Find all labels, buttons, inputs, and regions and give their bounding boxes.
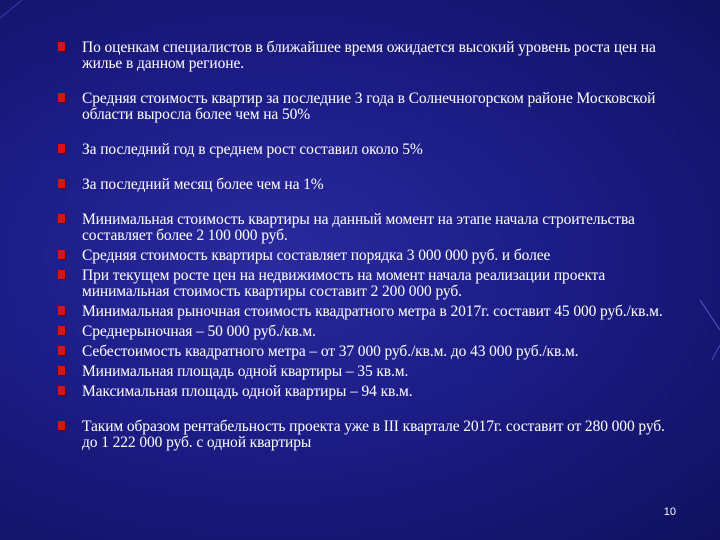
square-bullet-icon [58, 386, 65, 395]
bullet-list [58, 40, 678, 451]
bullet-text: Себестоимость квадратного метра – от 37 000 руб./кв.м. до 43 000 руб./кв.м. [82, 343, 579, 360]
page-number: 10 [663, 506, 676, 518]
square-bullet-icon [58, 214, 65, 223]
bullet-item-price-growth-forecast [58, 40, 678, 72]
square-bullet-icon [58, 326, 65, 335]
deco-line-right-2 [712, 345, 720, 360]
bullet-text: Минимальная рыночная стоимость квадратного метра в 2017г. составит 45 000 руб./кв.м. [82, 303, 663, 320]
bullet-item-profitability [58, 419, 678, 451]
bullet-text: Минимальная стоимость квартиры на данный момент на этапе начала строительства составляет более 2 100 000 руб. [82, 211, 635, 244]
bullet-text: По оценкам специалистов в ближайшее время ожидается высокий уровень роста цен на жилье в данном регионе. [82, 39, 656, 72]
bullet-item-avg-apartment-cost [58, 248, 678, 264]
bullet-text: При текущем росте цен на недвижимость на момент начала реализации проекта минимальная стоимость квартиры составит 2 200 000 руб. [82, 267, 606, 300]
bullet-item-monthly-growth [58, 177, 678, 193]
bullet-text: Среднерыночная – 50 000 руб./кв.м. [82, 323, 316, 340]
bullet-item-sqm-cost-price [58, 344, 678, 360]
square-bullet-icon [58, 366, 65, 375]
bullet-item-annual-growth [58, 142, 678, 158]
bullet-text: Максимальная площадь одной квартиры – 94 кв.м. [82, 383, 413, 400]
square-bullet-icon [58, 306, 65, 315]
bullet-item-3-year-growth [58, 91, 678, 123]
bullet-text: Минимальная площадь одной квартиры – 35 кв.м. [82, 363, 409, 380]
bullet-item-projected-min-cost [58, 268, 678, 300]
square-bullet-icon [58, 250, 65, 259]
bullet-item-max-area [58, 384, 678, 400]
bullet-item-min-sqm-price [58, 304, 678, 320]
bullet-text: Средняя стоимость квартир за последние 3 года в Солнечногорском районе Московской области выросла более чем на 50% [82, 90, 656, 123]
deco-line-right [700, 300, 720, 330]
deco-line-top-left [0, 0, 22, 18]
square-bullet-icon [58, 270, 65, 279]
square-bullet-icon [58, 346, 65, 355]
square-bullet-icon [58, 42, 65, 51]
bullet-text: Таким образом рентабельность проекта уже в III квартале 2017г. составит от 280 000 руб. до 1 222 000 руб. с одной квартиры [82, 418, 665, 451]
bullet-item-min-apartment-cost [58, 212, 678, 244]
bullet-text: За последний год в среднем рост составил около 5% [82, 141, 423, 158]
bullet-item-min-area [58, 364, 678, 380]
square-bullet-icon [58, 93, 65, 102]
bullet-text: Средняя стоимость квартиры составляет порядка 3 000 000 руб. и более [82, 247, 551, 264]
bullet-item-avg-market-sqm-price [58, 324, 678, 340]
square-bullet-icon [58, 144, 65, 153]
square-bullet-icon [58, 421, 65, 430]
bullet-text: За последний месяц более чем на 1% [82, 176, 324, 193]
square-bullet-icon [58, 179, 65, 188]
